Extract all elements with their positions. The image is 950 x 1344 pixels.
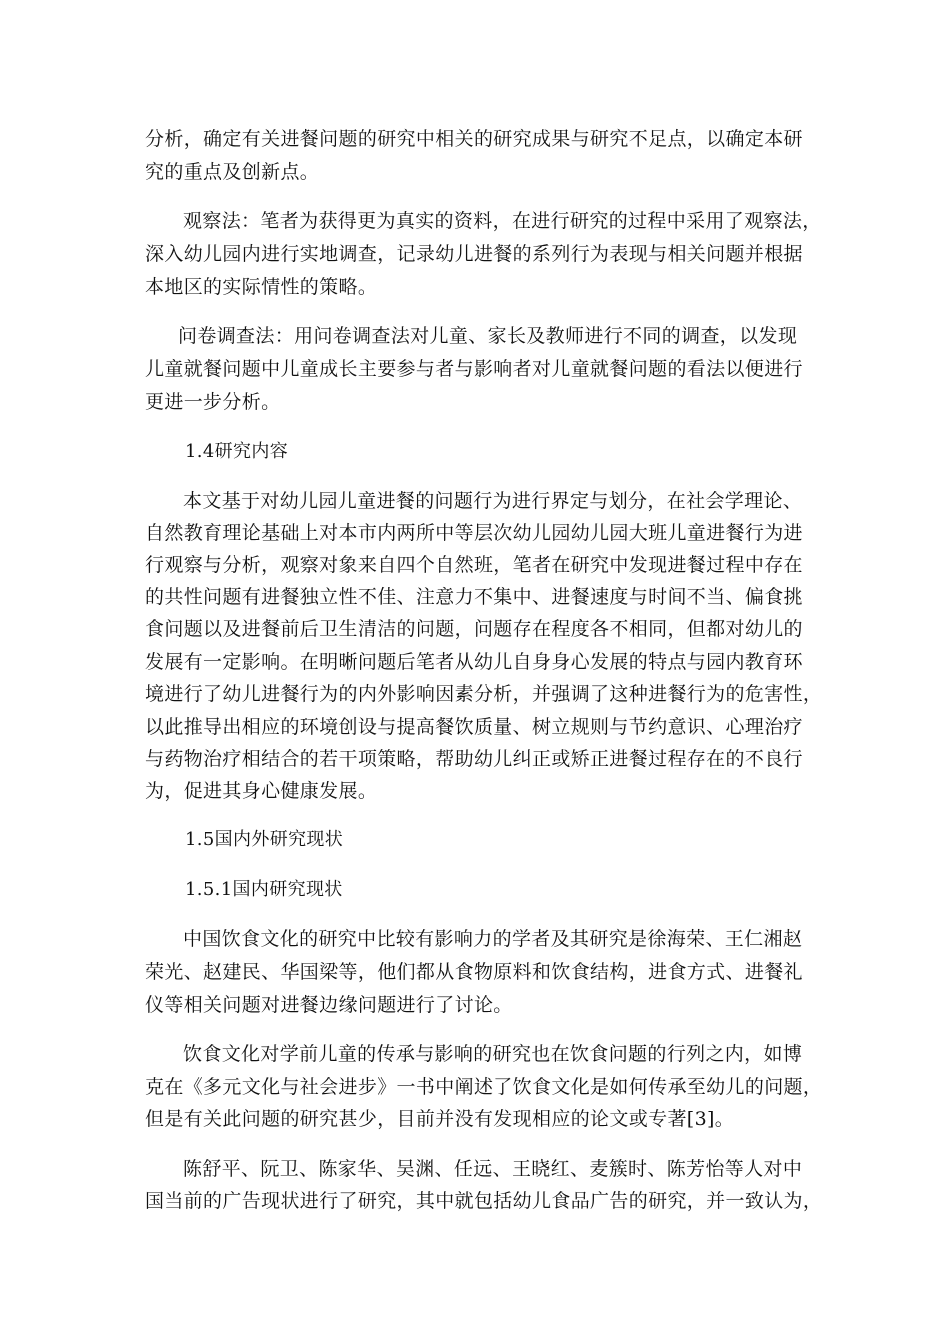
- paragraph-5-line-2: 荣光、赵建民、华国梁等，他们都从食物原料和饮食结构，进食方式、进餐礼: [145, 961, 803, 983]
- paragraph-3-line-1: 问卷调查法：用问卷调查法对儿童、家长及教师进行不同的调查，以发现: [178, 325, 798, 347]
- paragraph-3-line-2: 儿童就餐问题中儿童成长主要参与者与影响者对儿童就餐问题的看法以便进行: [145, 358, 803, 380]
- paragraph-6-line-1: 饮食文化对学前儿童的传承与影响的研究也在饮食问题的行列之内，如博: [183, 1043, 803, 1065]
- section-heading-1-4: 1.4研究内容: [185, 441, 289, 462]
- paragraph-6-line-2: 克在《多元文化与社会进步》一书中阐述了饮食文化是如何传承至幼儿的问题，: [145, 1076, 823, 1098]
- paragraph-2-line-1: 观察法：笔者为获得更为真实的资料，在进行研究的过程中采用了观察法，: [183, 210, 822, 232]
- paragraph-4-line-5: 食问题以及进餐前后卫生清洁的问题，问题存在程度各不相同，但都对幼儿的: [145, 618, 803, 640]
- paragraph-2-line-3: 本地区的实际情性的策略。: [145, 276, 378, 298]
- paragraph-4-line-1: 本文基于对幼儿园儿童进餐的问题行为进行界定与划分，在社会学理论、: [183, 490, 803, 512]
- paragraph-6-line-3: 但是有关此问题的研究甚少，目前并没有发现相应的论文或专著[3]。: [145, 1108, 735, 1130]
- paragraph-4-line-6: 发展有一定影响。在明晰问题后笔者从幼儿自身身心发展的特点与园内教育环: [145, 651, 803, 673]
- paragraph-4-line-9: 与药物治疗相结合的若干项策略，帮助幼儿纠正或矫正进餐过程存在的不良行: [145, 748, 803, 770]
- paragraph-3-line-3: 更进一步分析。: [145, 391, 281, 413]
- paragraph-4-line-4: 的共性问题有进餐独立性不佳、注意力不集中、进餐速度与时间不当、偏食挑: [145, 586, 803, 608]
- paragraph-4-line-3: 行观察与分析，观察对象来自四个自然班，笔者在研究中发现进餐过程中存在: [145, 554, 803, 576]
- section-heading-1-5-1: 1.5.1国内研究现状: [185, 879, 343, 900]
- paragraph-4-line-10: 为，促进其身心健康发展。: [145, 780, 378, 802]
- section-heading-1-5: 1.5国内外研究现状: [185, 829, 344, 850]
- paragraph-1-line-1: 分析，确定有关进餐问题的研究中相关的研究成果与研究不足点，以确定本研: [145, 128, 803, 150]
- paragraph-2-line-2: 深入幼儿园内进行实地调查，记录幼儿进餐的系列行为表现与相关问题并根据: [145, 243, 803, 265]
- paragraph-5-line-1: 中国饮食文化的研究中比较有影响力的学者及其研究是徐海荣、王仁湘赵: [183, 928, 803, 950]
- paragraph-1-line-2: 究的重点及创新点。: [145, 161, 320, 183]
- paragraph-4-line-2: 自然教育理论基础上对本市内两所中等层次幼儿园幼儿园大班儿童进餐行为进: [145, 522, 803, 544]
- paragraph-7-line-2: 国当前的广告现状进行了研究，其中就包括幼儿食品广告的研究，并一致认为，: [145, 1190, 823, 1212]
- paragraph-5-line-3: 仪等相关问题对进餐边缘问题进行了讨论。: [145, 994, 513, 1016]
- paragraph-4-line-7: 境进行了幼儿进餐行为的内外影响因素分析，并强调了这种进餐行为的危害性，: [145, 683, 823, 705]
- paragraph-4-line-8: 以此推导出相应的环境创设与提高餐饮质量、树立规则与节约意识、心理治疗: [145, 716, 803, 738]
- paragraph-7-line-1: 陈舒平、阮卫、陈家华、吴渊、任远、王晓红、麦簇时、陈芳怡等人对中: [183, 1158, 803, 1180]
